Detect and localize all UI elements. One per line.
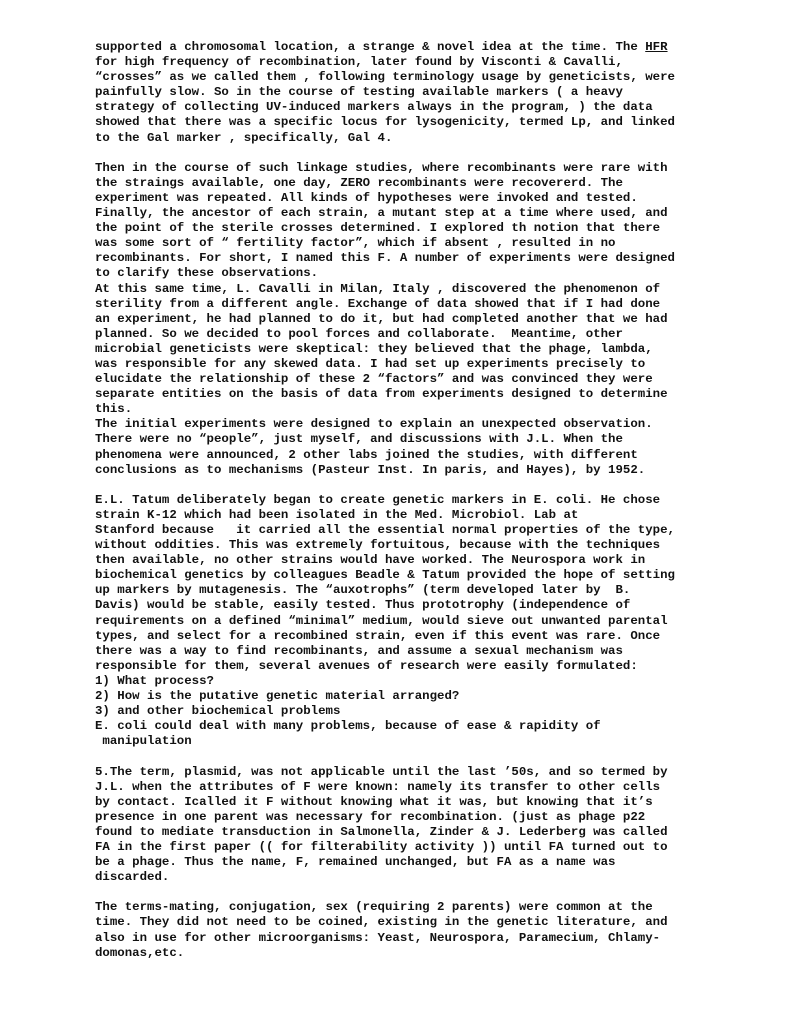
paragraph-gap <box>95 478 735 493</box>
document-body <box>95 40 735 961</box>
text-line: there was a way to find recombinants, and assume a sexual mechanism was <box>95 643 623 658</box>
text-line: J.L. when the attributes of F were known: namely its transfer to other cells <box>95 779 661 794</box>
text-line: separate entities on the basis of data from experiments designed to determine <box>95 387 668 402</box>
text-line: FA in the first paper (( for filterability activity )) until FA turned out to <box>95 839 668 854</box>
text-line: for high frequency of recombination, later found by Visconti & Cavalli, <box>95 55 623 70</box>
text-line: phenomena were announced, 2 other labs joined the studies, with different <box>95 447 638 462</box>
text-line: showed that there was a specific locus for lysogenicity, termed Lp, and linked <box>95 115 675 130</box>
text-line: E.L. Tatum deliberately began to create genetic markers in E. coli. He chose <box>95 492 661 507</box>
text-line: then available, no other strains would have worked. The Neurospora work in <box>95 553 646 568</box>
text-line: up markers by mutagenesis. The “auxotrophs” (term developed later by B. <box>95 583 631 598</box>
text-line: painfully slow. So in the course of testing available markers ( a heavy <box>95 85 623 100</box>
text-line: experiment was repeated. All kinds of hypotheses were invoked and tested. <box>95 190 638 205</box>
paragraph-gap <box>95 885 735 900</box>
paragraph-gap <box>95 749 735 764</box>
text-line: “crosses” as we called them , following terminology usage by geneticists, were <box>95 70 675 85</box>
text-line: sterility from a different angle. Exchange of data showed that if I had done <box>95 296 661 311</box>
text-line: At this same time, L. Cavalli in Milan, Italy , discovered the phenomenon of <box>95 281 661 296</box>
text-line: requirements on a defined “minimal” medium, would sieve out unwanted parental <box>95 613 668 628</box>
paragraph-hfr-linkage <box>95 40 735 146</box>
text-line: strategy of collecting UV-induced markers always in the program, ) the data <box>95 100 653 115</box>
hfr-term: HFR <box>645 40 668 54</box>
text-line: Stanford because it carried all the essential normal properties of the type, <box>95 523 675 537</box>
text-line: manipulation <box>95 734 192 749</box>
text-line: to clarify these observations. <box>95 266 319 281</box>
paragraph-mating-terms <box>95 900 735 960</box>
text-line: conclusions as to mechanisms (Pasteur Inst. In paris, and Hayes), by 1952. <box>95 462 646 477</box>
text-line: microbial geneticists were skeptical: they believed that the phage, lambda, <box>95 341 653 356</box>
text-line: was some sort of “ fertility factor”, which if absent , resulted in no <box>95 236 616 251</box>
text-line: this. <box>95 402 133 417</box>
text-line: The initial experiments were designed to explain an unexpected observation. <box>95 417 653 432</box>
text-line: presence in one parent was necessary for recombination. (just as phage p22 <box>95 809 646 824</box>
text-line: Davis) would be stable, easily tested. Thus prototrophy (independence of <box>95 598 631 613</box>
text-line: There were no “people”, just myself, and discussions with J.L. When the <box>95 432 623 447</box>
text-line: found to mediate transduction in Salmonella, Zinder & J. Lederberg was called <box>95 824 668 839</box>
text-line: types, and select for a recombined strain, even if this event was rare. Once <box>95 628 661 643</box>
text-line: also in use for other microorganisms: Yeast, Neurospora, Paramecium, Chlamy- <box>95 930 661 945</box>
list-item: 3) and other biochemical problems <box>95 704 341 719</box>
text-line: supported a chromosomal location, a strange & novel idea at the time. The HFR <box>95 40 668 54</box>
text-line: recombinants. For short, I named this F. A number of experiments were designed <box>95 251 675 266</box>
text-line: 5.The term, plasmid, was not applicable until the last ’50s, and so termed by <box>95 764 668 779</box>
paragraph-fertility-factor <box>95 161 735 478</box>
text-line: strain K-12 which had been isolated in the Med. Microbiol. Lab at <box>95 507 579 522</box>
text-line: without oddities. This was extremely fortuitous, because with the techniques <box>95 538 661 553</box>
text-line: Finally, the ancestor of each strain, a mutant step at a time where used, and <box>95 206 668 221</box>
text-line: elucidate the relationship of these 2 “factors” and was convinced they were <box>95 372 653 387</box>
text-line: be a phage. Thus the name, F, remained unchanged, but FA as a name was <box>95 855 616 870</box>
text-line: was responsible for any skewed data. I had set up experiments precisely to <box>95 356 646 371</box>
list-item: 2) How is the putative genetic material arranged? <box>95 689 460 704</box>
text-line: discarded. <box>95 870 170 885</box>
list-item: 1) What process? <box>95 673 214 688</box>
text-line: time. They did not need to be coined, existing in the genetic literature, and <box>95 915 668 930</box>
text-line: Then in the course of such linkage studies, where recombinants were rare with <box>95 160 668 175</box>
paragraph-plasmid-term <box>95 765 735 886</box>
text-line: responsible for them, several avenues of research were easily formulated: <box>95 658 638 673</box>
text-line: The terms-mating, conjugation, sex (requiring 2 parents) were common at the <box>95 900 653 915</box>
text-line: E. coli could deal with many problems, because of ease & rapidity of <box>95 719 601 734</box>
text-line: the point of the sterile crosses determined. I explored th notion that there <box>95 221 661 236</box>
text-line: planned. So we decided to pool forces and collaborate. Meantime, other <box>95 326 623 341</box>
text-line: to the Gal marker , specifically, Gal 4. <box>95 130 393 145</box>
paragraph-gap <box>95 146 735 161</box>
text-line: domonas,etc. <box>95 945 185 960</box>
text-line: biochemical genetics by colleagues Beadle & Tatum provided the hope of setting <box>95 568 675 583</box>
text-line: the straings available, one day, ZERO recombinants were recovererd. The <box>95 175 623 190</box>
text-line: by contact. Icalled it F without knowing what it was, but knowing that it’s <box>95 794 653 809</box>
paragraph-tatum-markers <box>95 493 735 750</box>
text-line: an experiment, he had planned to do it, but had completed another that we had <box>95 311 668 326</box>
